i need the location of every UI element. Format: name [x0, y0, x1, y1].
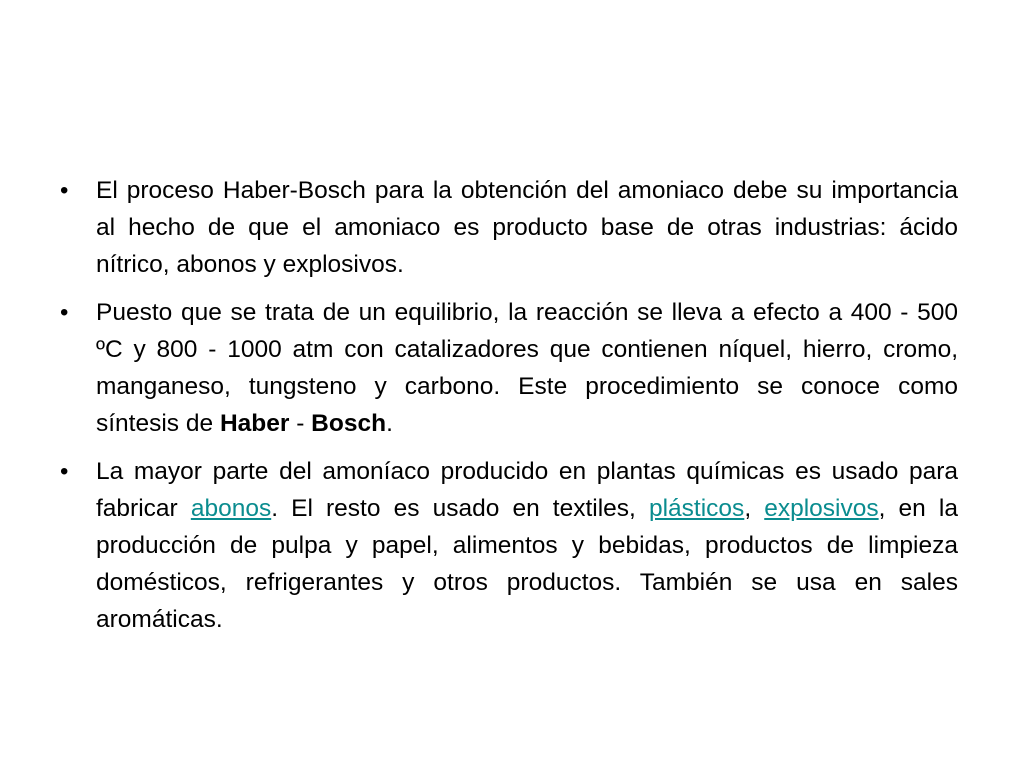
bullet-list	[60, 172, 958, 649]
paragraph-text: La mayor parte del amoníaco producido en plantas químicas es usado para fabricar	[96, 458, 958, 522]
sentence-end: .	[386, 410, 393, 437]
bullet-icon: •	[60, 458, 69, 485]
paragraph-text: ,	[744, 495, 765, 522]
paragraph-text: El proceso Haber-Bosch para la obtención del amoniaco debe su importancia al hecho de que el amoniaco es producto base de otras industrias: ácido nítrico, abonos y explosivos.	[96, 177, 958, 278]
paragraph-text: , en la producción de pulpa y papel, alimentos y bebidas, productos de limpieza domésticos, refrigerantes y otros productos. También se usa en sales aromáticas.	[96, 495, 958, 633]
explosivos-link[interactable]: explosivos	[764, 495, 879, 522]
abonos-link[interactable]: abonos	[190, 495, 272, 522]
separator-text: -	[289, 410, 312, 437]
bullet-icon: •	[60, 299, 69, 326]
bullet-item-haber-bosch-importance	[60, 172, 958, 283]
bullet-item-ammonia-uses	[60, 453, 958, 638]
bosch-term: Bosch	[311, 410, 387, 437]
bullet-icon: •	[60, 177, 69, 204]
haber-term: Haber	[219, 410, 290, 437]
paragraph-text: . El resto es usado en textiles,	[271, 495, 649, 522]
bullet-item-reaction-conditions	[60, 294, 958, 442]
plasticos-link[interactable]: plásticos	[648, 495, 745, 522]
paragraph-text: Puesto que se trata de un equilibrio, la reacción se lleva a efecto a 400 - 500 ºC y 800 - 1000 atm con catalizadores que contienen níquel, hierro, cromo, manganeso, tungsteno y carbono. Este procedimiento se conoce como síntesis de	[96, 299, 958, 437]
